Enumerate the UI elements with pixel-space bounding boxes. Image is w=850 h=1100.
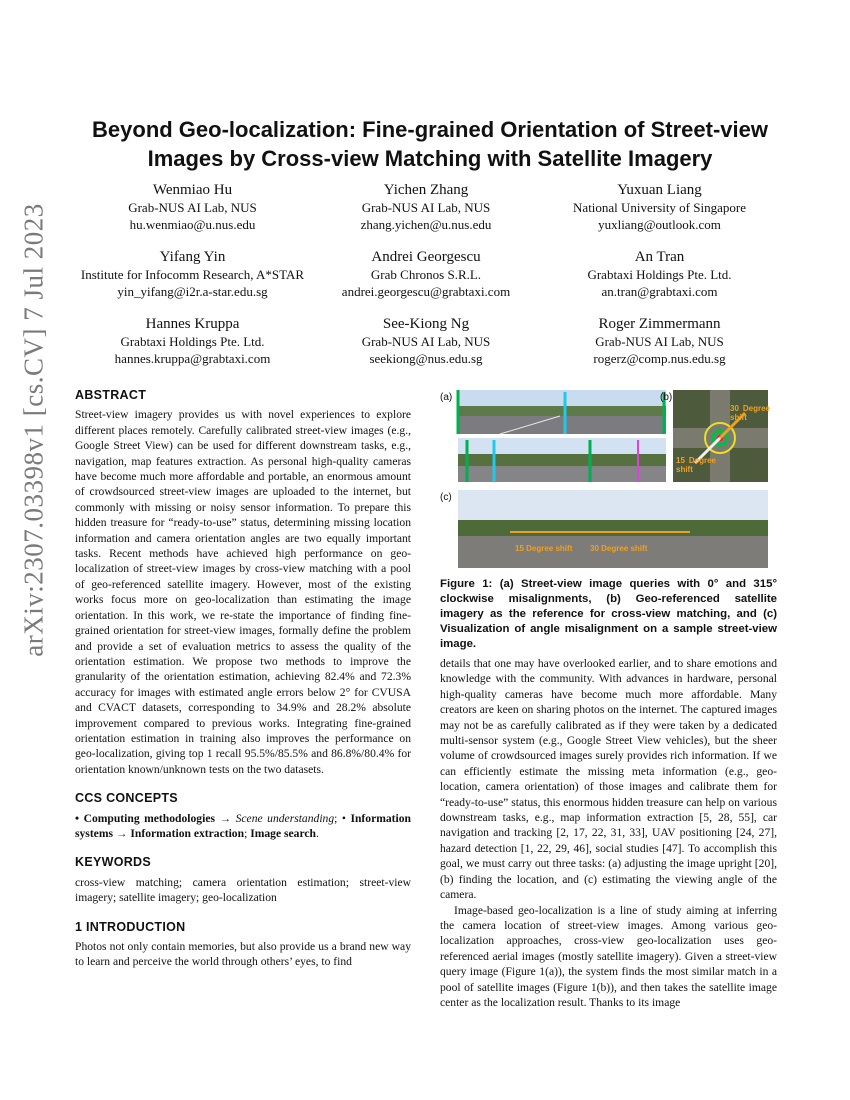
ccs-arrow: →: [113, 826, 131, 840]
keywords-text: cross-view matching; camera orientation estimation; street-view imagery; satellite imagery; geo-localization: [75, 875, 411, 905]
author-name: Wenmiao Hu: [152, 182, 233, 198]
author-email: hu.wenmiao@u.nus.edu: [129, 216, 256, 232]
ccs-sep: ; •: [334, 811, 351, 825]
author: [76, 314, 309, 367]
author-email: rogerz@comp.nus.edu.sg: [593, 350, 726, 366]
author-affiliation: Grab Chronos S.R.L.: [370, 267, 482, 282]
author-name: See-Kiong Ng: [382, 316, 470, 332]
author-name: Andrei Georgescu: [371, 249, 481, 265]
author-affiliation: Grabtaxi Holdings Pte. Ltd.: [587, 267, 732, 282]
intro-text: Photos not only contain memories, but also provide us a brand new way to learn and perceive the world through others’ eyes, to find: [75, 940, 411, 969]
abstract-heading: ABSTRACT: [75, 388, 147, 402]
intro-paragraph-2: Image-based geo-localization is a line of study aiming at inferring the camera location of street-view images. Among various geo-localization approaches, cross-view geo-localization uses geo-referenced aerial images (mostly satellite imagery). Given a street-view query image (Figure 1(a)), the system finds the most similar match in a pool of satellite images (Figure 1(b)), and then takes the satellite image center as the localization result. Thanks to its image: [440, 903, 777, 1009]
ccs-period: .: [315, 826, 319, 840]
author-name: An Tran: [634, 249, 685, 265]
author-row-2: [76, 247, 776, 300]
shift-label-30: 30 Degree shift: [730, 404, 770, 422]
author-affiliation: Grabtaxi Holdings Pte. Ltd.: [120, 334, 265, 349]
author-row-1: [76, 180, 776, 233]
intro-heading: 1 INTRODUCTION: [75, 919, 186, 934]
ccs-semi: ;: [244, 826, 251, 840]
shift-label-15: 15 Degree shift: [676, 456, 716, 474]
arxiv-id-text: arXiv:2307.03398v1 [cs.CV] 7 Jul 2023: [18, 203, 49, 657]
author-affiliation: Grab-NUS AI Lab, NUS: [128, 200, 257, 215]
author-name: Yuxuan Liang: [617, 182, 702, 198]
ccs-info: Information systems: [75, 811, 411, 840]
keywords-heading: KEYWORDS: [75, 855, 152, 870]
author-affiliation: Grab-NUS AI Lab, NUS: [595, 334, 724, 349]
author-block: [76, 180, 776, 381]
figure-1: [440, 388, 777, 573]
ccs-search: Image search: [250, 826, 316, 840]
paper-title: Beyond Geo-localization: Fine-grained Orientation of Street-view Images by Cross-view Matching with Satellite Imagery: [92, 117, 768, 171]
shift-label-30-panorama: 30 Degree shift: [590, 544, 648, 553]
street-view-panorama-bottom: [458, 438, 666, 482]
author-email: hannes.kruppa@grabtaxi.com: [114, 350, 271, 366]
author-email: yuxliang@outlook.com: [598, 216, 721, 232]
figure-label-b: (b): [660, 392, 673, 403]
left-column: [75, 388, 411, 970]
author-name: Yichen Zhang: [383, 182, 469, 198]
abstract-text: Street-view imagery provides us with novel experiences to explore different places remotely. Carefully calibrated street-view images (e.g., Google Street View) can be used for different downstream tasks, e.g., navigation, map features extraction. As personal high-quality cameras have become much more affordable and portable, an enormous amount of crowdsourced street-view images are uploaded to the internet, but commonly with missing or noisy sensor information. To prepare this hidden treasure for “ready-to-use” status, determining missing location information and camera orientation angles are two equally important tasks. Recent methods have achieved high performance on geo-localization of street-view images by cross-view matching with a pool of geo-referenced satellite imagery. However, most of the existing works focus more on geo-localization than estimating the image orientation. In this work, we re-state the importance of finding fine-grained orientation for street-view images, formally define the problem and provide a set of evaluation metrics to assess the quality of the orientation estimation. We propose two methods to improve the granularity of the orientation estimation, achieving 82.4% and 72.3% accuracy for images with estimated angle errors below 2° for CVUSA and CVACT datasets, corresponding to 34.9% and 28.2% absolute improvement compared to previous works. Integrating fine-grained orientation estimation in training also improves the performance on geo-localization, giving top 1 recall 95.5%/85.5% and 86.8%/80.4% for orientation known/unknown tests on the two datasets.: [75, 408, 411, 776]
author-affiliation: Grab-NUS AI Lab, NUS: [361, 334, 491, 349]
ccs-heading: CCS CONCEPTS: [75, 791, 178, 806]
author: [310, 314, 543, 367]
author-name: Roger Zimmermann: [598, 316, 721, 332]
ccs-arrow: →: [214, 811, 236, 825]
ccs-scene: Scene understanding: [235, 811, 335, 825]
author: [76, 247, 309, 300]
intro-paragraph-1: details that one may have overlooked earlier, and to share emotions and knowledge with the community. With advances in hardware, personal high-quality cameras have become much more affordable. Many creators are keen on sharing photos on the internet. The captured images may not be as carefully calibrated as if they were taken by a dedicated multi-sensor system (e.g., Google Street View vehicles), but the sheer volume of crowdsourced images surely provides rich information. If we can efficiently estimate the missing meta information (e.g., geo-location, camera orientation) of those images and calibrate them for “ready-to-use” status, this enormous hidden treasure can help on various downstream tasks, e.g., map information extraction [5, 28, 55], car navigation and tracking [2, 17, 22, 31, 33], UAV positioning [24, 27], hazard detection [1, 22, 29, 46], social studies [47]. To accomplish this goal, we must carry out three tasks: (a) adjusting the image upright [20], (b) finding the location, and (c) estimating the viewing angle of the camera.: [440, 657, 777, 902]
author-email: andrei.georgescu@grabtaxi.com: [341, 283, 511, 299]
author-row-3: [76, 314, 776, 367]
author-email: yin_yifang@i2r.a-star.edu.sg: [117, 283, 268, 299]
ccs-computing: • Computing methodologies: [75, 811, 215, 825]
arxiv-identifier: [14, 150, 54, 710]
figure-label-a: (a): [440, 392, 453, 403]
author-affiliation: Institute for Infocomm Research, A*STAR: [80, 267, 305, 282]
author: [543, 314, 776, 367]
author: [543, 180, 776, 233]
author-affiliation: National University of Singapore: [573, 200, 746, 215]
ccs-ie: Information extraction: [130, 826, 245, 840]
ccs-text: [75, 811, 411, 842]
keywords-section: [75, 855, 411, 905]
author-name: Yifang Yin: [159, 249, 226, 265]
author-email: an.tran@grabtaxi.com: [601, 283, 718, 299]
street-view-panorama-top: [458, 390, 666, 434]
author-name: Hannes Kruppa: [145, 316, 240, 332]
right-column: [440, 388, 777, 1010]
author: [310, 180, 543, 233]
author-affiliation: Grab-NUS AI Lab, NUS: [361, 200, 491, 215]
figure-label-c: (c): [440, 492, 452, 503]
author-email: zhang.yichen@u.nus.edu: [360, 216, 492, 232]
author: [543, 247, 776, 300]
ccs-section: [75, 791, 411, 841]
shift-label-15-panorama: 15 Degree shift: [515, 544, 573, 553]
intro-section: [75, 920, 411, 970]
author-email: seekiong@nus.edu.sg: [369, 350, 483, 366]
figure-caption: Figure 1: (a) Street-view image queries with 0° and 315° clockwise misalignments, (b) Geo-referenced satellite imagery as the reference for cross-view matching, and (c) Visualization of angle misalignment on a sample street-view image.: [440, 578, 777, 650]
author: [76, 180, 309, 233]
author: [310, 247, 543, 300]
